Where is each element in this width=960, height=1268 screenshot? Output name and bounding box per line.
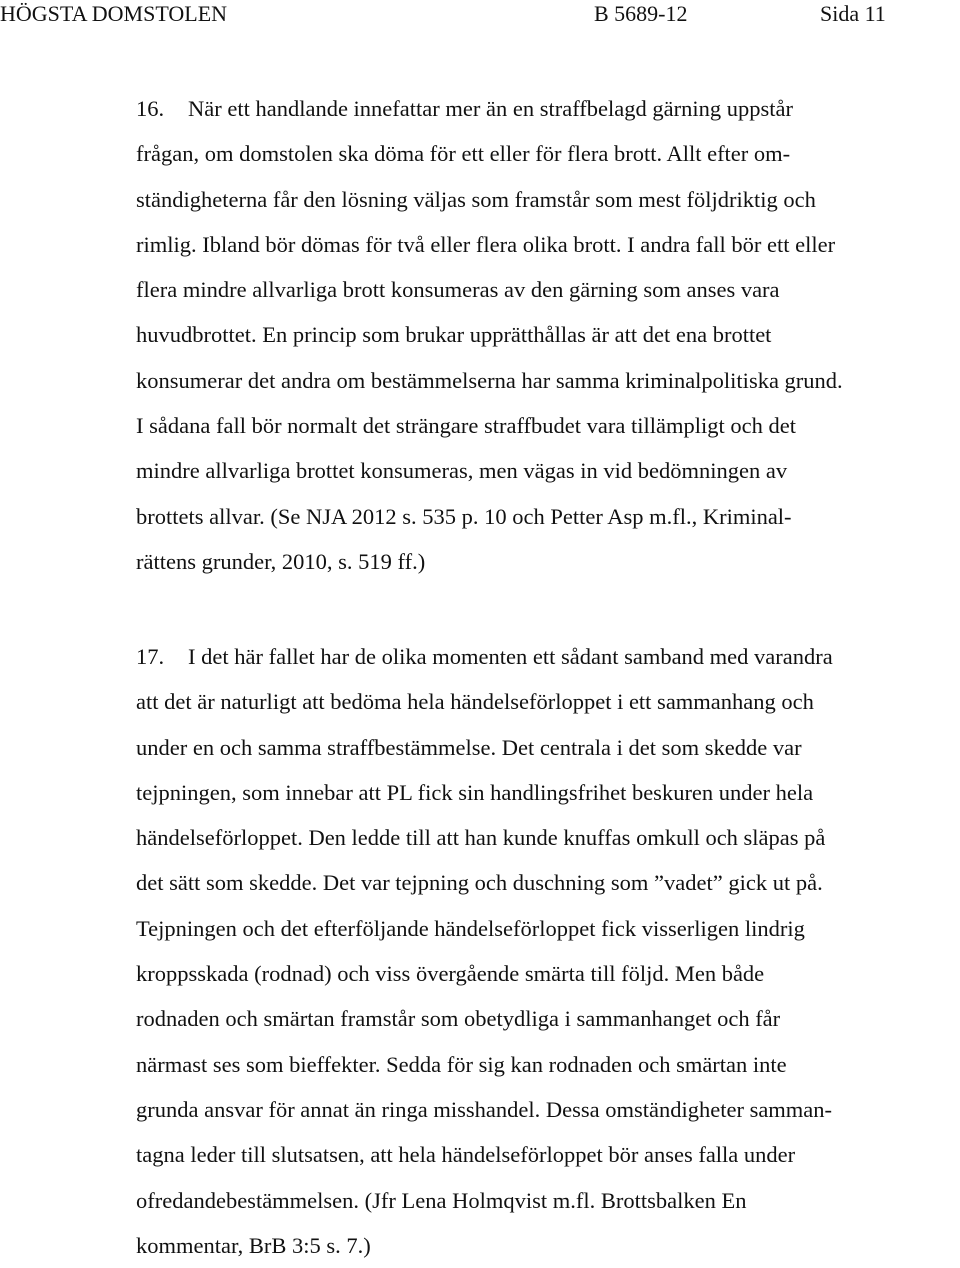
paragraph-line: ofredandebestämmelsen. (Jfr Lena Holmqvist m.fl. Brottsbalken En (136, 1187, 747, 1213)
court-name: HÖGSTA DOMSTOLEN (0, 1, 228, 26)
paragraph-17 (136, 634, 956, 1268)
paragraph-line: närmast ses som bieffekter. Sedda för sig kan rodnaden och smärtan inte (136, 1051, 787, 1077)
paragraph-line: 17. I det här fallet har de olika momenten ett sådant samband med varandra (136, 634, 956, 679)
paragraph-line: tejpningen, som innebar att PL fick sin handlingsfrihet beskuren under hela (136, 779, 814, 805)
paragraph-line: frågan, om domstolen ska döma för ett eller för flera brott. Allt efter om- (136, 141, 791, 167)
page-number: Sida 11 (820, 1, 886, 26)
paragraph-line: det sätt som skedde. Det var tejpning och duschning som ”vadet” gick ut på. (136, 870, 823, 896)
page-header (0, 0, 960, 30)
paragraph-line: kroppsskada (rodnad) och viss övergående smärta till följd. Men både (136, 961, 765, 987)
paragraph-line: brottets allvar. (Se NJA 2012 s. 535 p. 10 och Petter Asp m.fl., Kriminal- (136, 503, 792, 529)
paragraph-line: huvudbrottet. En princip som brukar upprätthållas är att det ena brottet (136, 322, 772, 348)
case-number: B 5689-12 (594, 1, 688, 26)
paragraph-line: grunda ansvar för annat än ringa misshandel. Dessa omständigheter samman- (136, 1096, 833, 1122)
paragraph-number: 16. (136, 96, 165, 121)
paragraph-line: flera mindre allvarliga brott konsumeras av den gärning som anses vara (136, 277, 780, 303)
paragraph-16 (136, 86, 956, 584)
paragraph-line: under en och samma straffbestämmelse. Det centrala i det som skedde var (136, 734, 802, 760)
paragraph-line: rodnaden och smärtan framstår som obetydliga i sammanhanget och får (136, 1006, 781, 1032)
paragraph-line: Tejpningen och det efterföljande händelseförloppet fick visserligen lindrig (136, 915, 805, 941)
paragraph-line: kommentar, BrB 3:5 s. 7.) (136, 1232, 371, 1258)
paragraph-line: I sådana fall bör normalt det strängare straffbudet vara tillämpligt och det (136, 413, 796, 439)
paragraph-number: 17. (136, 644, 165, 669)
paragraph-line: mindre allvarliga brottet konsumeras, men vägas in vid bedömningen av (136, 458, 788, 484)
paragraph-line: rättens grunder, 2010, s. 519 ff.) (136, 548, 426, 574)
paragraph-line: att det är naturligt att bedöma hela händelseförloppet i ett sammanhang och (136, 689, 814, 715)
paragraph-line: 16. När ett handlande innefattar mer än en straffbelagd gärning uppstår (136, 86, 956, 131)
paragraph-line: konsumerar det andra om bestämmelserna har samma kriminalpolitiska grund. (136, 367, 843, 393)
paragraph-line: rimlig. Ibland bör dömas för två eller flera olika brott. I andra fall bör ett eller (136, 231, 836, 257)
paragraph-line: ständigheterna får den lösning väljas som framstår som mest följdriktig och (136, 186, 816, 212)
paragraph-line: tagna leder till slutsatsen, att hela händelseförloppet bör anses falla under (136, 1142, 796, 1168)
paragraph-line: händelseförloppet. Den ledde till att han kunde knuffas omkull och släpas på (136, 825, 826, 851)
